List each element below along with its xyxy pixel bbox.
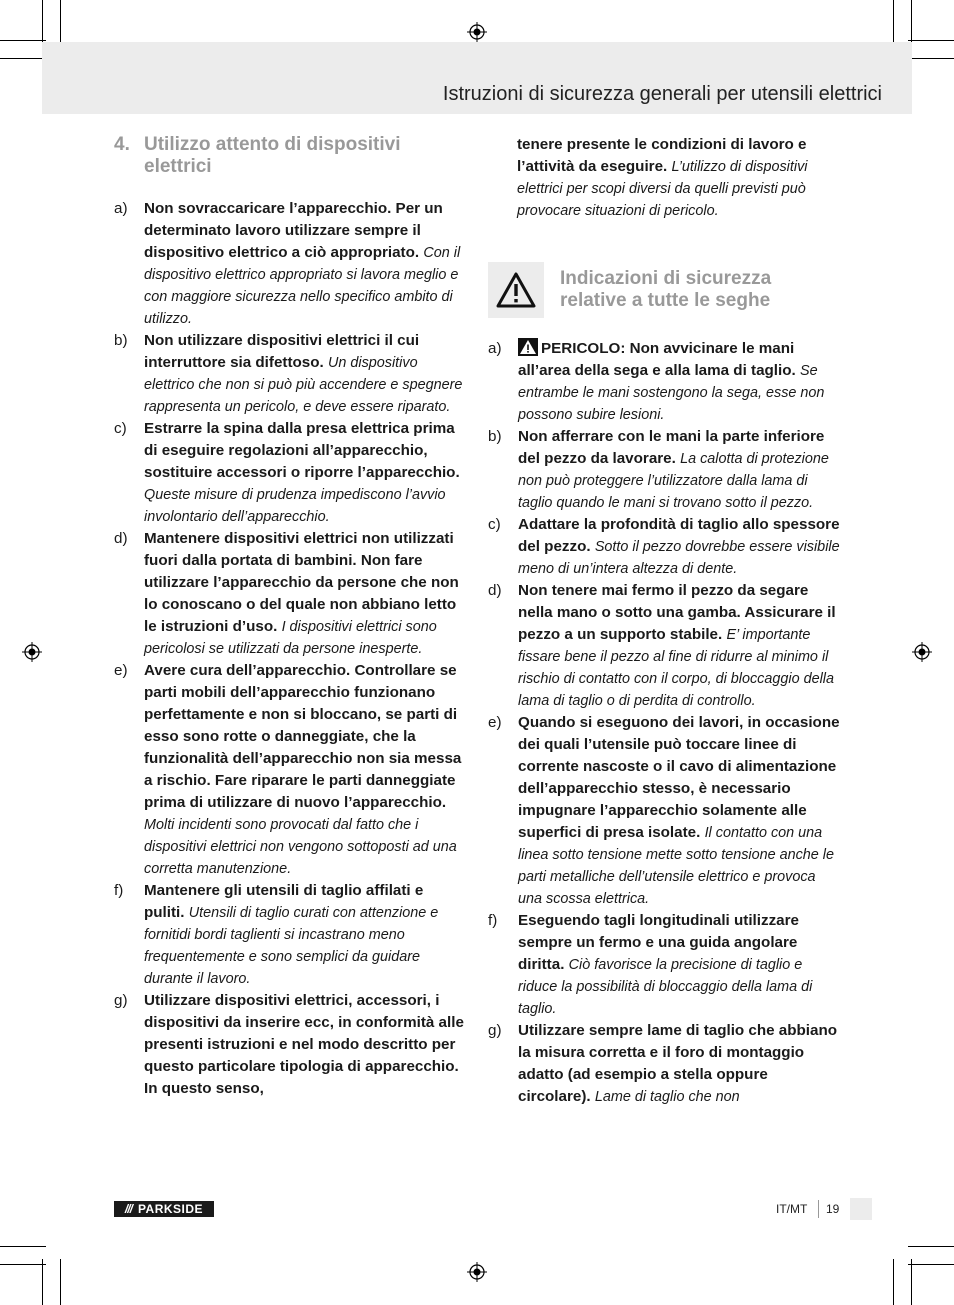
- registration-mark-icon: [912, 642, 932, 662]
- item-text: [518, 426, 842, 514]
- brand-name: PARKSIDE: [137, 1202, 204, 1216]
- item-italic-text: Ciò favorisce la precisione di taglio e riduce la possibilità di bloccaggio della lama di taglio.: [518, 957, 813, 1017]
- item-label: d): [114, 530, 128, 547]
- crop-mark: [60, 1259, 61, 1305]
- continuation-bold: tenere presente le condizioni di lavoro e l’attività da eseguire.: [517, 136, 807, 175]
- item-label: e): [114, 662, 128, 679]
- crop-mark: [0, 1264, 46, 1265]
- footer-box: [850, 1198, 872, 1220]
- item-text: [144, 880, 466, 990]
- footer-divider: [818, 1200, 819, 1218]
- item-label: g): [114, 992, 128, 1009]
- item-label: g): [488, 1022, 502, 1039]
- list-item: [114, 660, 466, 880]
- section-title: Utilizzo attento di dispositivi elettrici: [144, 134, 401, 177]
- item-bold-text: Non tenere mai fermo il pezzo da segare nella mano o sotto una gamba. Assicurare il pezzo a un supporto stabile.: [518, 582, 836, 643]
- item-italic-text: Lame di taglio che non: [594, 1089, 740, 1105]
- item-bold-text: Adattare la profondità di taglio allo spessore del pezzo.: [518, 516, 840, 555]
- item-bold-text: Non utilizzare dispositivi elettrici il cui interruttore sia difettoso.: [144, 332, 420, 371]
- crop-mark: [911, 0, 912, 46]
- item-bold-text: Mantenere gli utensili di taglio affilati e puliti.: [144, 882, 424, 921]
- item-label: e): [488, 714, 502, 731]
- item-bold-text: Non afferrare con le mani la parte inferiore del pezzo da lavorare.: [518, 428, 825, 467]
- list-item: [488, 338, 842, 426]
- crop-mark: [908, 40, 954, 41]
- list-item: [114, 528, 466, 660]
- list-item: [114, 418, 466, 528]
- item-label: f): [114, 882, 124, 899]
- crop-mark: [0, 58, 46, 59]
- item-bold-text: Eseguendo tagli longitudinali utilizzare sempre un fermo e una guida angolare diritta.: [518, 912, 799, 973]
- crop-mark: [60, 0, 61, 46]
- crop-mark: [0, 1246, 46, 1247]
- item-text: [518, 580, 842, 712]
- page-number: 19: [826, 1202, 840, 1216]
- item-bold-text: Estrarre la spina dalla presa elettrica prima di eseguire regolazioni all’apparecchio, sostituire accessori o riporre l’apparecchio.: [144, 420, 460, 481]
- item-text: [518, 712, 842, 910]
- item-label: c): [488, 516, 501, 533]
- list-item: [488, 426, 842, 514]
- item-text: [518, 910, 842, 1020]
- item-italic-text: Un dispositivo elettrico che non si può più accendere e spegnere rappresenta un pericolo, e deve essere riparato.: [144, 355, 463, 415]
- page-title: Istruzioni di sicurezza generali per utensili elettrici: [442, 83, 882, 105]
- item-label: c): [114, 420, 127, 437]
- list-item: [114, 330, 466, 418]
- list-item: [114, 880, 466, 990]
- section-number: 4.: [114, 134, 130, 155]
- item-italic-text: Se entrambe le mani sostengono la sega, esse non possono subire lesioni.: [518, 363, 825, 423]
- list-item: [488, 712, 842, 910]
- item-text: [144, 660, 466, 880]
- item-italic-text: Utensili di taglio curati con attenzione e fornitidi bordi taglienti si incastrano meno frequentemente e sono semplici da guidare durante il lavoro.: [144, 905, 439, 987]
- item-text: [518, 514, 842, 580]
- brand-logo: /// PARKSIDE: [114, 1201, 214, 1217]
- registration-mark-icon: [22, 642, 42, 662]
- list-item: [488, 514, 842, 580]
- warning-triangle-icon: [496, 272, 536, 308]
- instruction-list: [114, 198, 466, 1100]
- item-text: [518, 1020, 842, 1108]
- item-bold-text: Mantenere dispositivi elettrici non utilizzati fuori dalla portata di bambini. Non fare utilizzare l’apparecchio da persone che non lo conoscano o del quale non abbiano letto le istruzioni d’uso.: [144, 530, 459, 635]
- item-bold-text: Utilizzare sempre lame di taglio che abbiano la misura corretta e il foro di montaggio adatto (ad esempio a stella oppure circolare).: [518, 1022, 838, 1105]
- list-item: [114, 198, 466, 330]
- item-bold-text: PERICOLO: Non avvicinare le mani all’area della sega e alla lama di taglio.: [518, 340, 796, 379]
- crop-mark: [893, 0, 894, 46]
- saw-instruction-list: [488, 338, 842, 1108]
- item-label: d): [488, 582, 502, 599]
- crop-mark: [42, 0, 43, 46]
- item-italic-text: E’ importante fissare bene il pezzo al fine di ridurre al minimo il rischio di contatto con il corpo, di bloccaggio della lama di taglio o di perdita di controllo.: [518, 627, 834, 709]
- list-item: [488, 910, 842, 1020]
- item-text: [144, 528, 466, 660]
- item-text: [144, 198, 466, 330]
- registration-mark-icon: [467, 22, 487, 42]
- list-item: [114, 990, 466, 1100]
- item-italic-text: Molti incidenti sono provocati dal fatto che i dispositivi elettrici non vengono sottoposti ad una corretta manutenzione.: [144, 817, 457, 877]
- item-text: [144, 330, 466, 418]
- section-heading: [114, 134, 466, 178]
- item-bold-text: Utilizzare dispositivi elettrici, accessori, i dispositivi da inserire ecc, in conformità alle presenti istruzioni e nel modo descritto per questo particolare tipologia di apparecchio. In questo senso,: [144, 992, 464, 1097]
- item-label: b): [488, 428, 502, 445]
- item-text: [144, 990, 466, 1100]
- item-text: [144, 418, 466, 528]
- item-label: f): [488, 912, 498, 929]
- crop-mark: [908, 1264, 954, 1265]
- crop-mark: [908, 58, 954, 59]
- item-bold-text: Avere cura dell’apparecchio. Controllare se parti mobili dell’apparecchio funzionano perfettamente e non si bloccano, se parti di esso sono rotte o danneggiate, che la funzionalità dell’apparecchio non sia messa a rischio. Fare riparare le parti danneggiate prima di utilizzare di nuovo l’apparecchio.: [144, 662, 462, 811]
- continuation-italic: L’utilizzo di dispositivi elettrici per scopi diversi da quelli previsti può provocare situazioni di pericolo.: [517, 159, 808, 219]
- crop-mark: [42, 1259, 43, 1305]
- warning-box: [488, 262, 544, 318]
- item-italic-text: Queste misure di prudenza impediscono l’avvio involontario dell’apparecchio.: [144, 487, 446, 525]
- warning-triangle-icon: [518, 338, 538, 356]
- item-label: a): [114, 200, 128, 217]
- left-column: [114, 134, 466, 1100]
- saws-section-title: Indicazioni di sicurezza relative a tutte le seghe: [560, 268, 772, 311]
- item-italic-text: Sotto il pezzo dovrebbe essere visibile meno di un’intera altezza di dente.: [518, 539, 840, 577]
- list-item: [488, 580, 842, 712]
- crop-mark: [908, 1246, 954, 1247]
- continuation-paragraph: [488, 134, 842, 222]
- item-text: [518, 338, 842, 426]
- item-italic-text: I dispositivi elettrici sono pericolosi se utilizzati da persone inesperte.: [144, 619, 437, 657]
- item-label: a): [488, 340, 502, 357]
- item-italic-text: Con il dispositivo elettrico appropriato si lavora meglio e con maggiore sicurezza nello specifico ambito di utilizzo.: [144, 245, 461, 327]
- crop-mark: [911, 1259, 912, 1305]
- item-bold-text: Non sovraccaricare l’apparecchio. Per un determinato lavoro utilizzare sempre il dispositivo elettrico a ciò appropriato.: [144, 200, 443, 261]
- item-italic-text: La calotta di protezione non può proteggere l’utilizzatore dalla lama di taglio quando le mani si trovano sotto il pezzo.: [518, 451, 829, 511]
- registration-mark-icon: [467, 1262, 487, 1282]
- language-code: IT/MT: [776, 1202, 808, 1216]
- crop-mark: [0, 40, 46, 41]
- item-italic-text: Il contatto con una linea sotto tensione mette sotto tensione anche le parti metalliche dell’utensile elettrico e provoca una scossa elettrica.: [518, 825, 835, 907]
- right-column: [488, 134, 842, 1108]
- saws-section-heading: [488, 262, 842, 318]
- item-bold-text: Quando si eseguono dei lavori, in occasione dei quali l’utensile può toccare linee di corrente nascoste o il cavo di alimentazione dell’apparecchio stesso, è necessario impugnare l’apparecchio solamente alle superfici di presa isolate.: [518, 714, 840, 841]
- item-label: b): [114, 332, 128, 349]
- list-item: [488, 1020, 842, 1108]
- crop-mark: [893, 1259, 894, 1305]
